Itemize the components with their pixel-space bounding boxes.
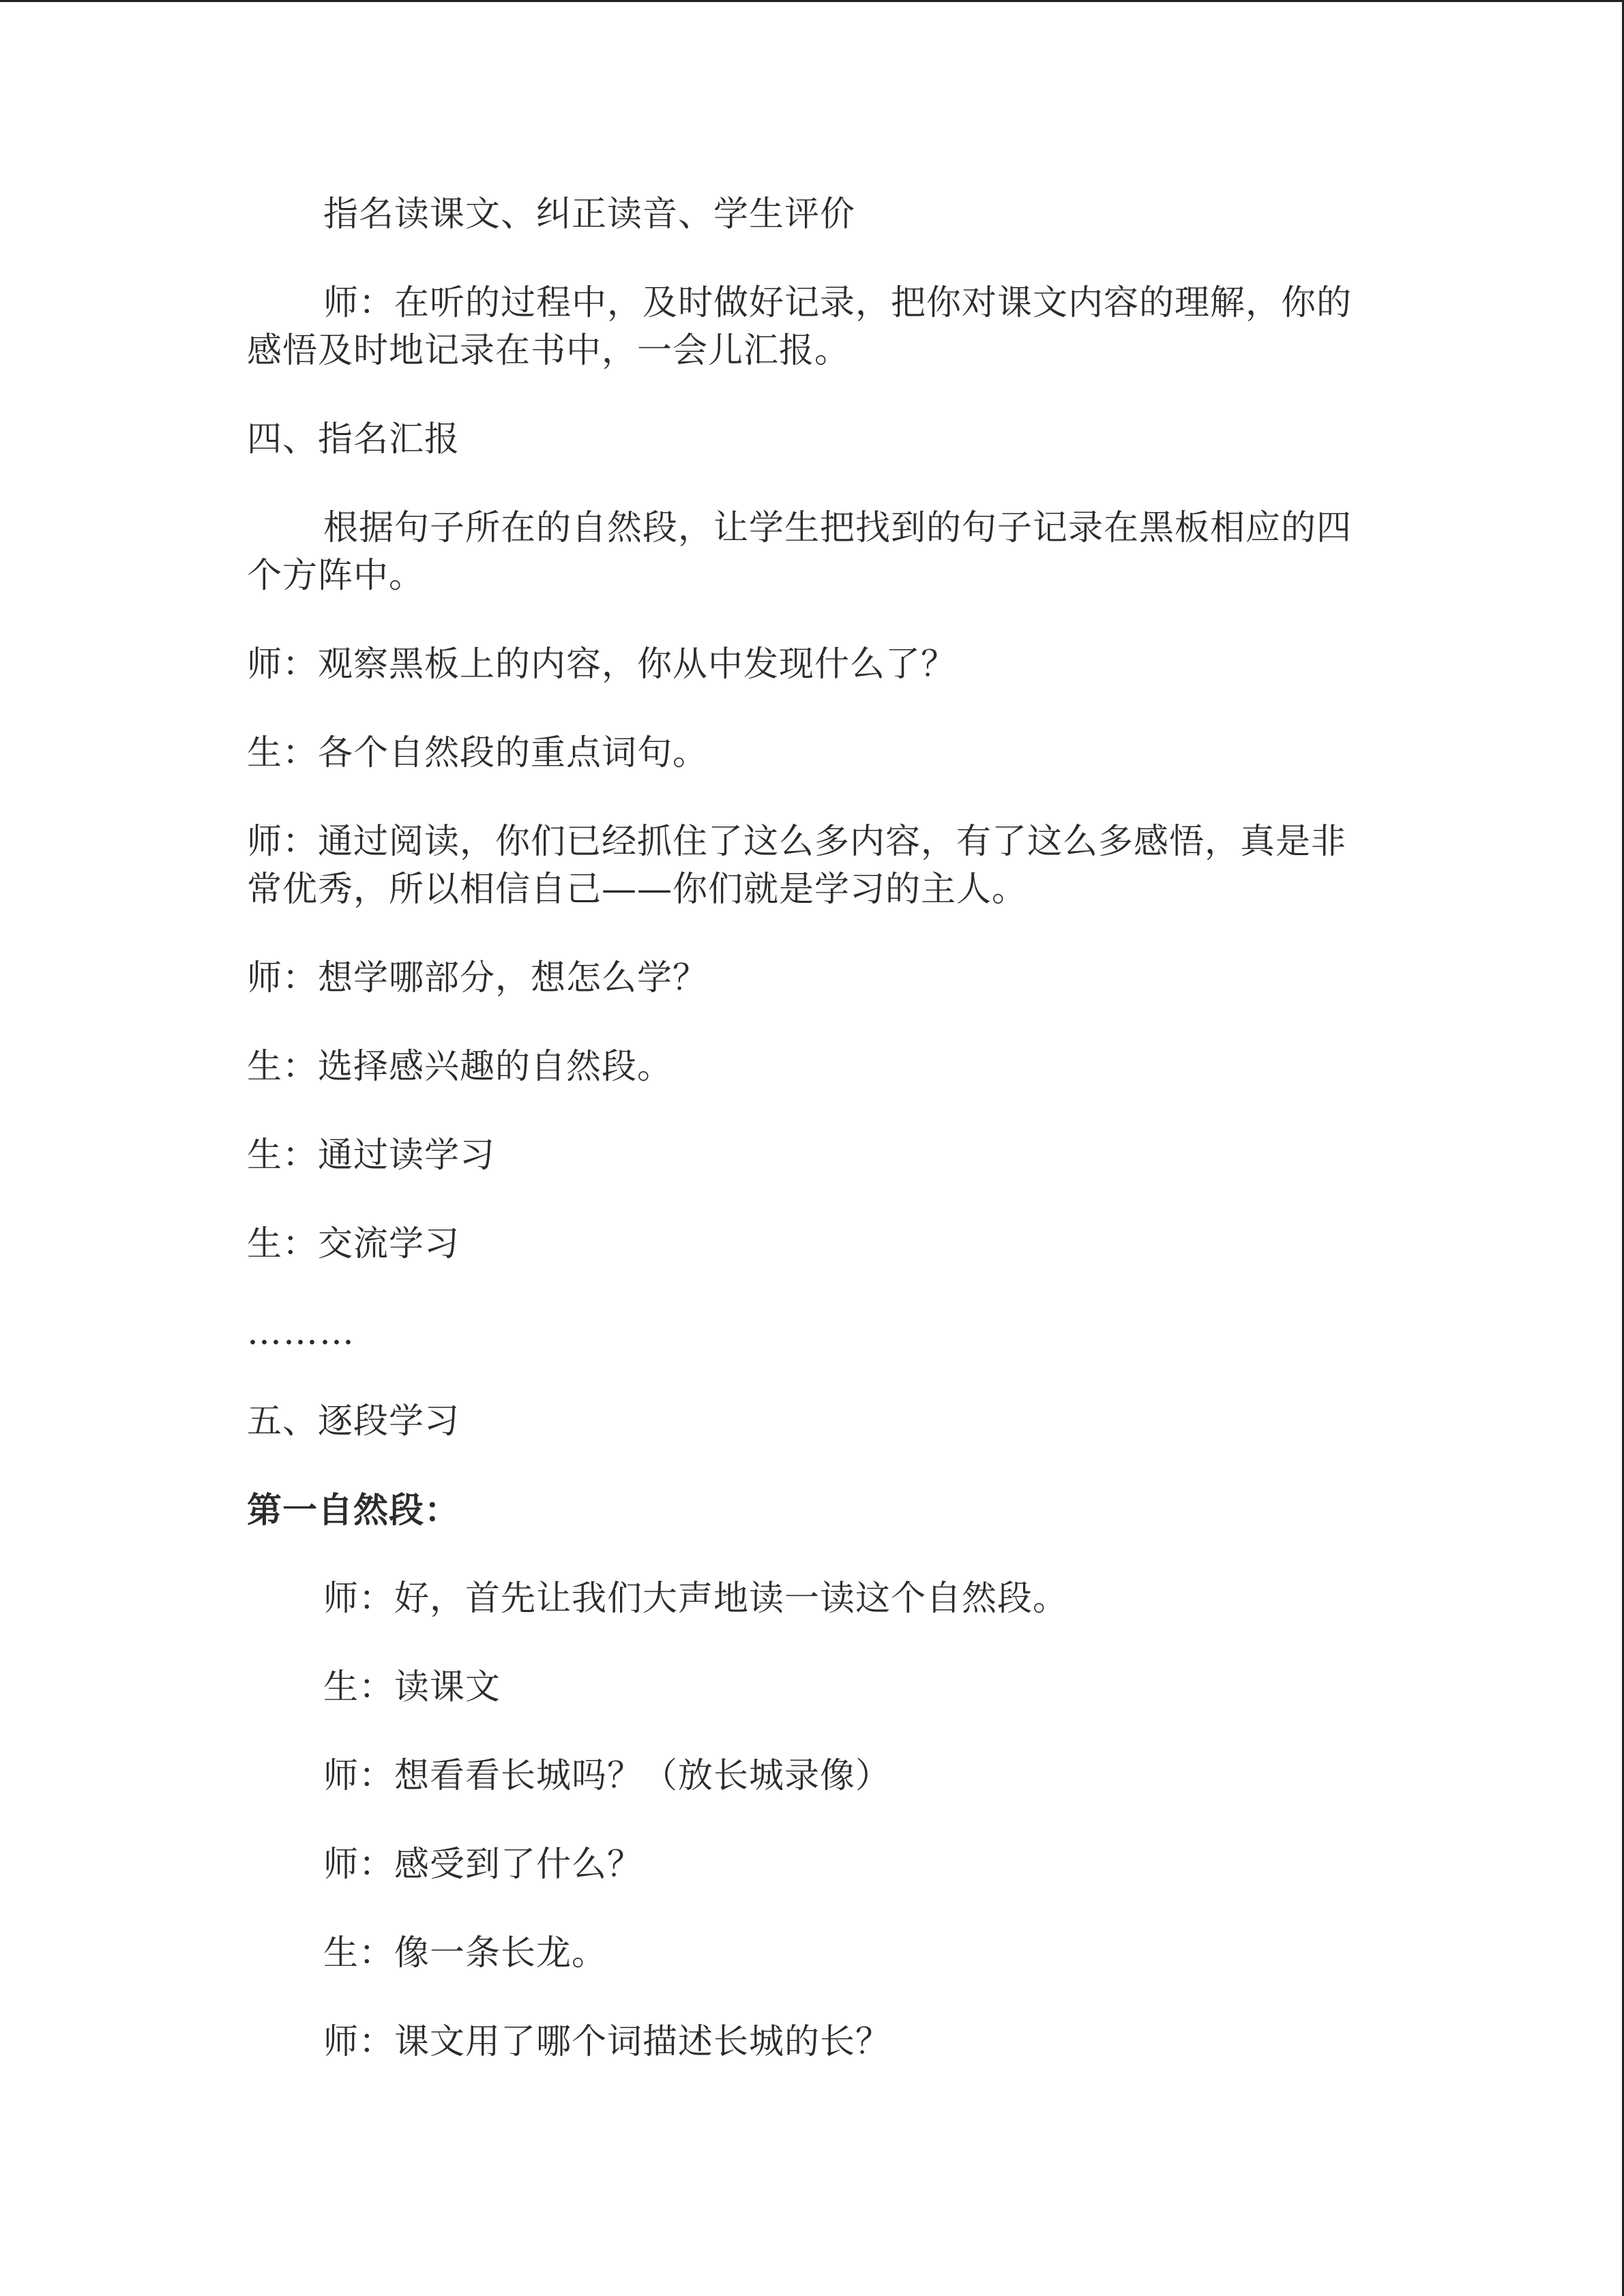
paragraph-teacher-word: 师：课文用了哪个词描述长城的长？ [323, 2022, 891, 2062]
paragraph-teacher-feel: 师：感受到了什么？ [323, 1845, 643, 1885]
paragraph-teacher-question: 师：想学哪部分，想怎么学？ [247, 958, 709, 998]
paragraph-read-aloud: 指名读课文、纠正读音、学生评价 [323, 194, 856, 235]
paragraph-teacher-praise: 师：通过阅读，你们已经抓住了这么多内容，有了这么多感悟，真是非常优秀，所以相信自己——你们就是学习的主人。 [247, 822, 1347, 910]
document-body [247, 191, 1365, 2107]
paragraph-student-dragon: 生：像一条长龙。 [323, 1933, 608, 1973]
paragraph-student-read: 生：通过读学习 [247, 1135, 496, 1176]
paragraph-teacher-video: 师：想看看长城吗？（放长城录像） [323, 1756, 891, 1796]
paragraph-student-read-text: 生：读课文 [323, 1667, 501, 1708]
subheading-first-paragraph: 第一自然段： [247, 1490, 460, 1531]
page-top-border [0, 0, 1624, 2]
paragraph-teacher-observe: 师：观察黑板上的内容，你从中发现什么了？ [247, 644, 957, 685]
paragraph-student-choose: 生：选择感兴趣的自然段。 [247, 1047, 673, 1087]
section-heading-study: 五、逐段学习 [247, 1401, 460, 1442]
paragraph-teacher-record: 师：在听的过程中，及时做好记录，把你对课文内容的理解，你的感悟及时地记录在书中，一会儿汇报。 [247, 283, 1353, 371]
section-heading-report: 四、指名汇报 [247, 419, 460, 460]
paragraph-student-discuss: 生：交流学习 [247, 1224, 460, 1264]
ellipsis-line: ……… [247, 1313, 355, 1353]
paragraph-student-keywords: 生：各个自然段的重点词句。 [247, 733, 709, 773]
paragraph-blackboard: 根据句子所在的自然段，让学生把找到的句子记录在黑板相应的四个方阵中。 [247, 508, 1353, 596]
paragraph-teacher-read: 师：好，首先让我们大声地读一读这个自然段。 [323, 1579, 1069, 1619]
